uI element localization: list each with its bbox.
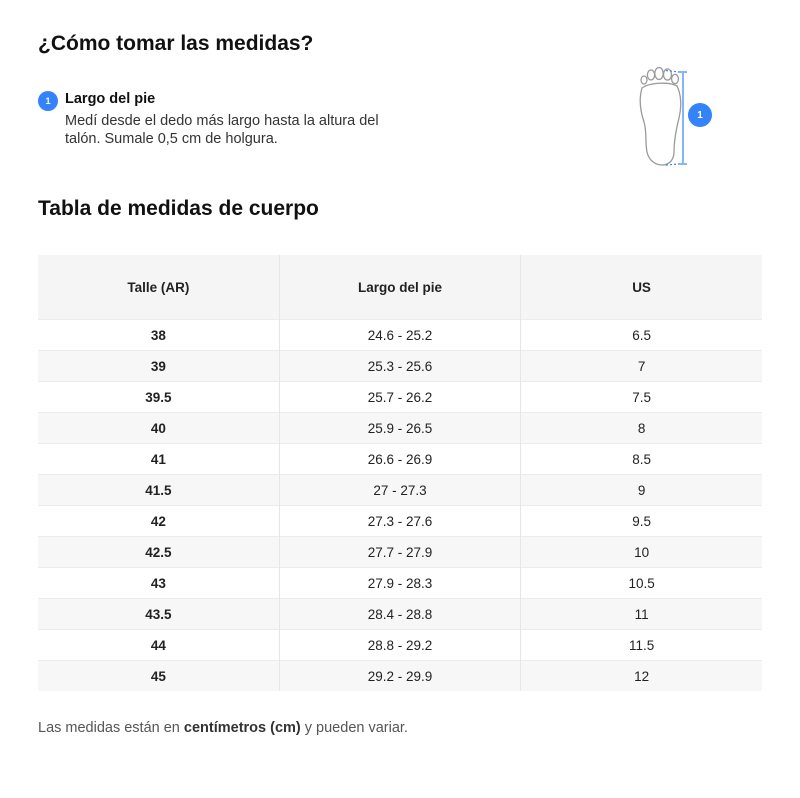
cell-foot-length: 27 - 27.3	[279, 475, 520, 506]
table-row	[38, 475, 762, 506]
cell-us: 8.5	[521, 444, 762, 475]
cell-size-ar: 43.5	[38, 599, 279, 630]
cell-us: 6.5	[521, 320, 762, 351]
cell-foot-length: 25.3 - 25.6	[279, 351, 520, 382]
cell-us: 9.5	[521, 506, 762, 537]
cell-size-ar: 44	[38, 630, 279, 661]
note-unit: centímetros (cm)	[183, 720, 301, 736]
note-suffix: y pueden variar.	[300, 720, 408, 736]
cell-size-ar: 39	[38, 351, 279, 382]
table-row	[38, 506, 762, 537]
cell-size-ar: 39.5	[38, 382, 279, 413]
cell-foot-length: 24.6 - 25.2	[279, 320, 520, 351]
size-table	[38, 255, 762, 691]
cell-size-ar: 43	[38, 568, 279, 599]
table-row	[38, 444, 762, 475]
step-title: Largo del pie	[65, 91, 156, 107]
cell-us: 10.5	[521, 568, 762, 599]
note-prefix: Las medidas están en	[38, 720, 184, 736]
cell-us: 8	[521, 413, 762, 444]
cell-foot-length: 27.7 - 27.9	[279, 537, 520, 568]
table-row	[38, 413, 762, 444]
table-row	[38, 661, 762, 692]
cell-size-ar: 41	[38, 444, 279, 475]
cell-size-ar: 41.5	[38, 475, 279, 506]
table-row	[38, 630, 762, 661]
table-row	[38, 537, 762, 568]
cell-foot-length: 28.4 - 28.8	[279, 599, 520, 630]
cell-size-ar: 38	[38, 320, 279, 351]
cell-us: 11	[521, 599, 762, 630]
cell-size-ar: 42	[38, 506, 279, 537]
measurement-badge: 1	[688, 103, 712, 127]
cell-us: 11.5	[521, 630, 762, 661]
step-description: Medí desde el dedo más largo hasta la altura del talón. Sumale 0,5 cm de holgura.	[65, 113, 379, 147]
cell-foot-length: 25.9 - 26.5	[279, 413, 520, 444]
table-title: Tabla de medidas de cuerpo	[38, 197, 319, 220]
cell-foot-length: 29.2 - 29.9	[279, 661, 520, 692]
cell-foot-length: 27.3 - 27.6	[279, 506, 520, 537]
table-row	[38, 320, 762, 351]
header-us: US	[521, 255, 762, 320]
table-header-row	[38, 255, 762, 320]
table-row	[38, 382, 762, 413]
cell-us: 7.5	[521, 382, 762, 413]
table-row	[38, 351, 762, 382]
table-row	[38, 599, 762, 630]
table-row	[38, 568, 762, 599]
foot-measure-illustration	[630, 66, 720, 168]
cell-foot-length: 26.6 - 26.9	[279, 444, 520, 475]
measurement-note	[38, 720, 408, 736]
header-size-ar: Talle (AR)	[38, 255, 279, 320]
cell-size-ar: 40	[38, 413, 279, 444]
cell-us: 12	[521, 661, 762, 692]
step-number-badge: 1	[38, 91, 58, 111]
cell-foot-length: 27.9 - 28.3	[279, 568, 520, 599]
cell-foot-length: 28.8 - 29.2	[279, 630, 520, 661]
header-foot-length: Largo del pie	[279, 255, 520, 320]
cell-size-ar: 45	[38, 661, 279, 692]
page-title: ¿Cómo tomar las medidas?	[38, 32, 314, 55]
cell-us: 7	[521, 351, 762, 382]
cell-us: 10	[521, 537, 762, 568]
cell-foot-length: 25.7 - 26.2	[279, 382, 520, 413]
cell-size-ar: 42.5	[38, 537, 279, 568]
cell-us: 9	[521, 475, 762, 506]
